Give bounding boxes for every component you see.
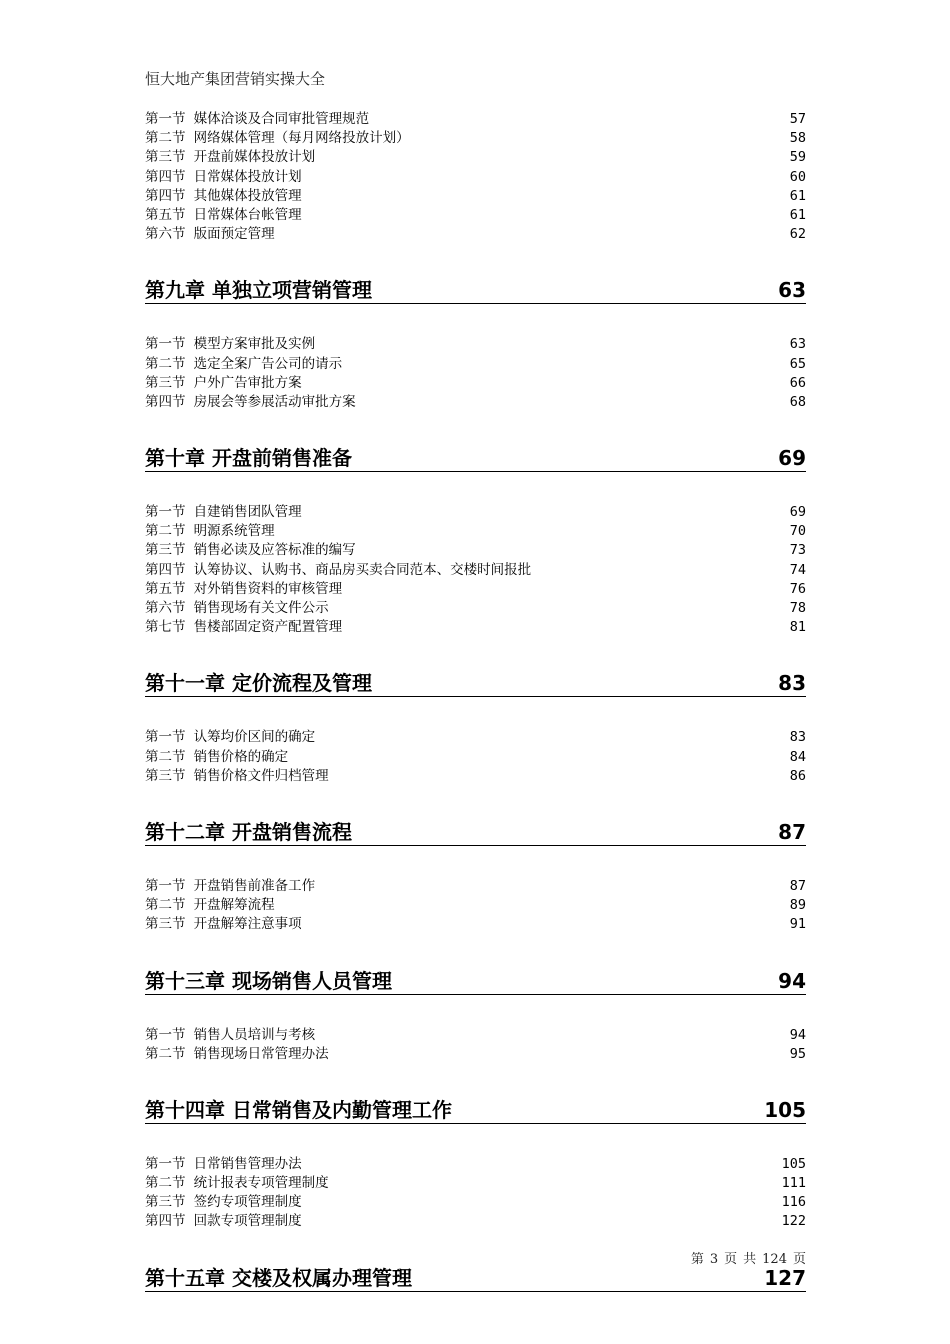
section-title: 第三节 开盘解筹注意事项 [145,916,302,933]
toc-section-entry[interactable] [145,148,806,167]
section-page-number: 62 [789,226,806,243]
section-page-number: 68 [789,393,806,410]
section-title: 第二节 开盘解筹流程 [145,897,275,914]
chapter-title: 第十章 开盘前销售准备 [145,446,352,471]
section-page-number: 81 [789,619,806,636]
section-title: 第二节 销售现场日常管理办法 [145,1045,329,1062]
toc-section-entry[interactable] [145,110,806,129]
toc-section-entry[interactable] [145,618,806,637]
section-title: 第二节 选定全案广告公司的请示 [145,355,343,372]
section-page-number: 95 [789,1045,806,1062]
section-page-number: 94 [789,1026,806,1043]
toc-section-entry[interactable] [145,541,806,560]
toc-section-entry[interactable] [145,877,806,896]
chapter-page-number: 127 [764,1265,806,1290]
section-page-number: 76 [789,580,806,597]
section-page-number: 63 [789,336,806,353]
toc-section-entry[interactable] [145,187,806,206]
section-title: 第六节 销售现场有关文件公示 [145,600,329,616]
chapter-title: 第十一章 定价流程及管理 [145,671,372,696]
chapter-page-number: 94 [778,968,806,993]
section-page-number: 91 [789,916,806,933]
section-title: 第一节 自建销售团队管理 [145,504,302,521]
section-title: 第五节 对外销售资料的审核管理 [145,580,343,597]
section-page-number: 74 [789,561,806,578]
table-of-contents [145,110,806,1323]
section-page-number: 83 [789,729,806,746]
toc-section-entry[interactable] [145,168,806,187]
toc-section-entry[interactable] [145,915,806,934]
toc-section-entry[interactable] [145,561,806,580]
section-title: 第三节 户外广告审批方案 [145,374,302,391]
toc-section-entry[interactable] [145,580,806,599]
section-title: 第六节 版面预定管理 [145,226,275,243]
toc-section-entry[interactable] [145,767,806,786]
section-title: 第五节 日常媒体台帐管理 [145,206,302,223]
toc-section-entry[interactable] [145,206,806,225]
chapter-page-number: 69 [778,446,806,471]
section-page-number: 105 [781,1155,806,1172]
document-header: 恒大地产集团营销实操大全 [145,70,326,88]
chapter-page-number: 63 [778,278,806,303]
section-page-number: 61 [789,187,806,204]
footer-total-word: 共 [743,1252,757,1267]
toc-section-entry[interactable] [145,728,806,747]
section-title: 第二节 网络媒体管理（每月网络投放计划） [145,130,410,147]
section-page-number: 70 [789,523,806,540]
toc-section-entry[interactable] [145,503,806,522]
chapter-title: 第十三章 现场销售人员管理 [145,968,392,993]
section-page-number: 73 [789,542,806,559]
section-page-number: 87 [789,877,806,894]
section-title: 第三节 销售必读及应答标准的编写 [145,542,356,559]
section-title: 第三节 签约专项管理制度 [145,1194,302,1211]
toc-section-entry[interactable] [145,374,806,393]
toc-section-entry[interactable] [145,225,806,244]
section-page-number: 69 [789,504,806,521]
toc-section-entry[interactable] [145,599,806,618]
section-title: 第二节 明源系统管理 [145,523,275,540]
toc-section-entry[interactable] [145,1193,806,1212]
section-page-number: 60 [789,168,806,185]
chapter-title: 第十四章 日常销售及内勤管理工作 [145,1097,452,1122]
chapter-title: 第十五章 交楼及权属办理管理 [145,1265,412,1290]
section-title: 第一节 销售人员培训与考核 [145,1026,316,1043]
toc-section-entry[interactable] [145,1045,806,1064]
toc-chapter-entry[interactable] [145,275,806,304]
section-title: 第四节 其他媒体投放管理 [145,187,302,204]
chapter-page-number: 83 [778,671,806,696]
footer-total-pages: 124 [762,1252,787,1267]
section-page-number: 65 [789,355,806,372]
toc-chapter-entry[interactable] [145,966,806,995]
section-title: 第一节 开盘销售前准备工作 [145,877,316,894]
section-page-number: 61 [789,206,806,223]
toc-chapter-entry[interactable] [145,817,806,846]
page-footer [0,1248,806,1267]
toc-section-entry[interactable] [145,355,806,374]
toc-section-entry[interactable] [145,522,806,541]
section-page-number: 116 [781,1194,806,1211]
section-page-number: 111 [781,1175,806,1192]
section-title: 第七节 售楼部固定资产配置管理 [145,619,343,636]
section-page-number: 58 [789,130,806,147]
chapter-page-number: 87 [778,819,806,844]
toc-chapter-entry[interactable] [145,668,806,697]
section-title: 第一节 媒体洽谈及合同审批管理规范 [145,111,370,127]
section-page-number: 57 [789,111,806,127]
section-title: 第四节 日常媒体投放计划 [145,168,302,185]
section-page-number: 59 [789,149,806,166]
section-page-number: 122 [781,1213,806,1230]
toc-section-entry[interactable] [145,896,806,915]
section-title: 第四节 回款专项管理制度 [145,1213,302,1230]
section-page-number: 78 [789,600,806,616]
footer-page-word: 页 [724,1252,738,1267]
toc-chapter-entry[interactable] [145,1095,806,1124]
toc-section-entry[interactable] [145,335,806,354]
toc-section-entry[interactable] [145,129,806,148]
section-title: 第一节 认筹均价区间的确定 [145,729,316,746]
toc-section-entry[interactable] [145,1212,806,1231]
section-title: 第二节 统计报表专项管理制度 [145,1175,329,1192]
toc-chapter-entry[interactable] [145,443,806,472]
toc-section-entry[interactable] [145,1026,806,1045]
chapter-page-number: 105 [764,1097,806,1122]
section-page-number: 86 [789,767,806,784]
toc-section-entry[interactable] [145,748,806,767]
toc-section-entry[interactable] [145,1155,806,1174]
section-title: 第四节 认筹协议、认购书、商品房买卖合同范本、交楼时间报批 [145,561,532,578]
toc-section-entry[interactable] [145,1174,806,1193]
toc-section-entry[interactable] [145,393,806,412]
footer-pre: 第 [690,1252,704,1267]
section-page-number: 89 [789,897,806,914]
footer-post: 页 [792,1252,806,1267]
footer-current-page: 3 [709,1252,719,1267]
section-title: 第一节 模型方案审批及实例 [145,336,316,353]
chapter-title: 第十二章 开盘销售流程 [145,819,352,844]
section-page-number: 84 [789,748,806,765]
section-title: 第四节 房展会等参展活动审批方案 [145,393,356,410]
chapter-title: 第九章 单独立项营销管理 [145,278,372,303]
section-title: 第二节 销售价格的确定 [145,748,289,765]
section-title: 第一节 日常销售管理办法 [145,1155,302,1172]
section-title: 第三节 销售价格文件归档管理 [145,767,329,784]
section-title: 第三节 开盘前媒体投放计划 [145,149,316,166]
section-page-number: 66 [789,374,806,391]
